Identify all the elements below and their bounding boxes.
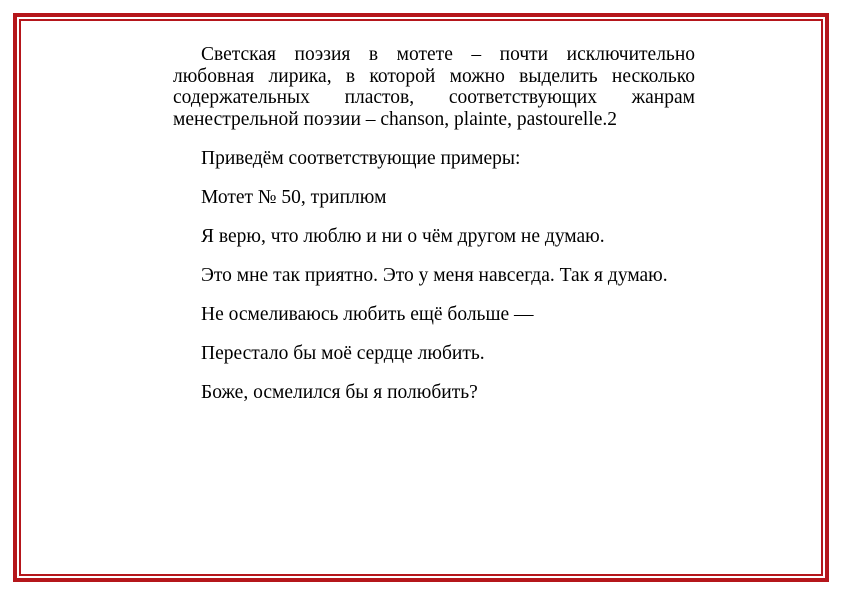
paragraph-intro: Светская поэзия в мотете – почти исключительно любовная лирика, в которой можно выделить несколько содержательных пластов, соответствующих жанрам менестрельной поэзии – chanson, plainte, pastourelle.2 [173,44,695,130]
poem-line-4: Перестало бы моё сердце любить. [201,342,485,364]
paragraph-motet-title: Мотет № 50, триплюм [201,186,387,208]
poem-line-3: Не осмеливаюсь любить ещё больше — [201,303,534,325]
paragraph-examples-lead: Приведём соответствующие примеры: [201,147,521,169]
slide-text-block [173,44,695,421]
poem-line-1: Я верю, что люблю и ни о чём другом не думаю. [201,225,605,247]
poem-line-2: Это мне так приятно. Это у меня навсегда. Так я думаю. [201,264,668,286]
poem-line-5: Боже, осмелился бы я полюбить? [201,381,478,403]
